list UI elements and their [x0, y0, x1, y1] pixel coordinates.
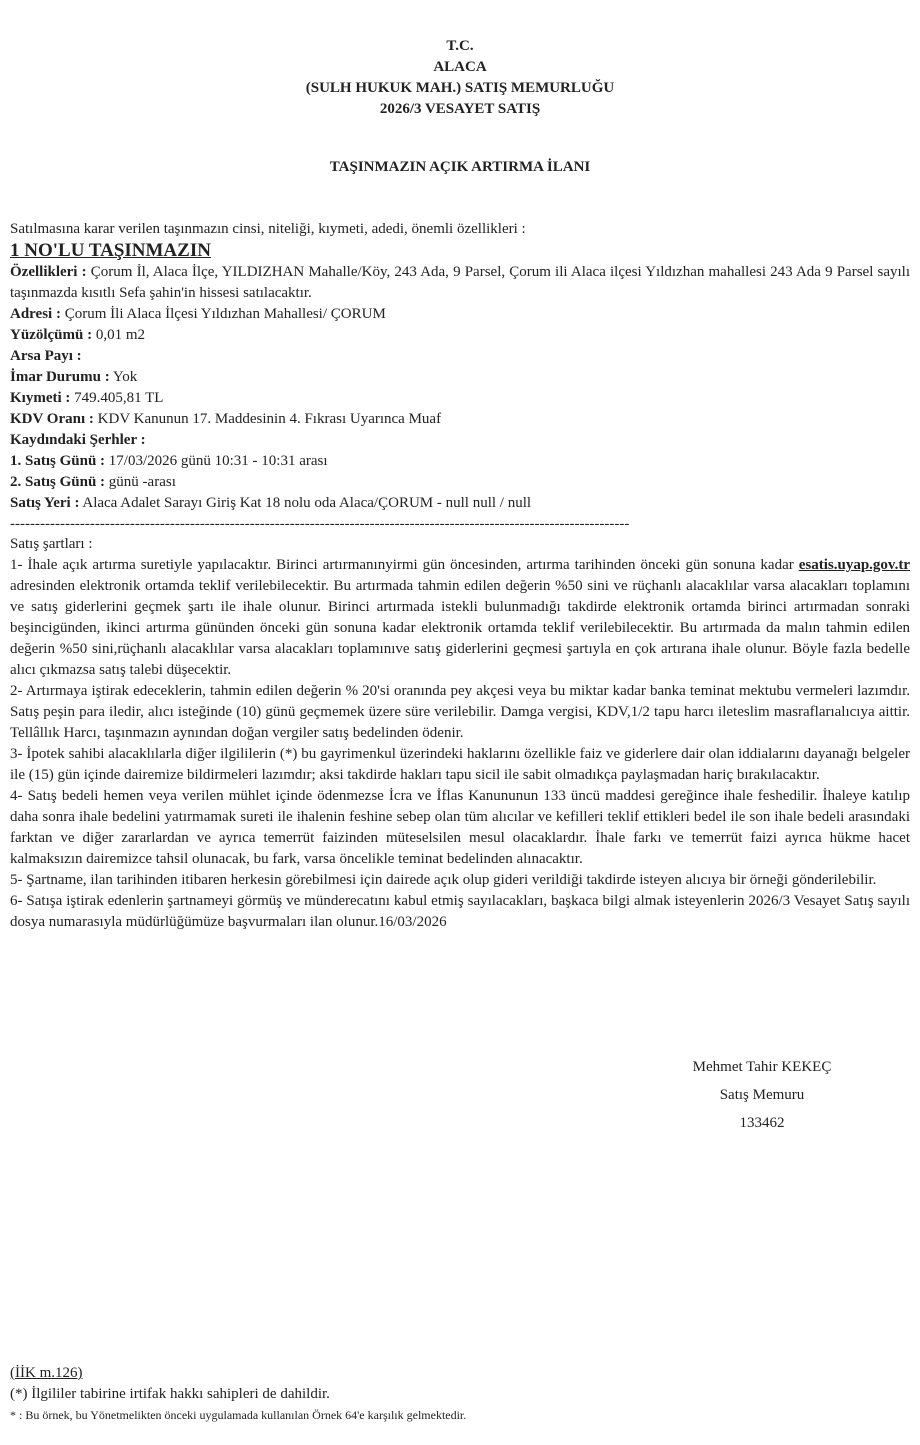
condition-4: 4- Satış bedeli hemen veya verilen mühlet içinde ödenmezse İcra ve İflas Kanununun 133 üncü maddesi gereğince ihale feshedilir. İhaleye katılıp daha sonra ihale bedelini yatırmamak sureti ile ihalenin feshine sebep olan tüm alıcılar ve kefilleri teklif ettikleri bedel ile son ihale bedeli arasındaki farktan ve diğer zararlardan ve ayrıca temerrüt faizinden müteselsilen mesul olacaklardır. İhale farkı ve temerrüt faizi ayrıca hükme hacet kalmaksızın dairemizce tahsil olunacak, bu fark, varsa öncelikle teminat bedelinden alınacaktır. [10, 788, 910, 867]
document-header [10, 36, 910, 120]
signature-id: 133462 [739, 1115, 785, 1131]
esatis-link[interactable]: esatis.uyap.gov.tr [798, 557, 910, 573]
conditions-heading: Satış şartları : [10, 536, 93, 552]
field-adresi [10, 304, 910, 325]
field-label: 1. Satış Günü : [10, 453, 106, 469]
header-line-case: 2026/3 VESAYET SATIŞ [379, 101, 541, 117]
field-value: Çorum İli Alaca İlçesi Yıldızhan Mahallesi/ ÇORUM [60, 306, 386, 322]
field-label: Satış Yeri : [10, 495, 80, 511]
field-satis-yeri [10, 493, 910, 514]
field-imar-durumu [10, 367, 910, 388]
footer-law-reference: (İİK m.126) [10, 1365, 83, 1381]
document-page [10, 0, 910, 1445]
condition-3: 3- İpotek sahibi alacaklılarla diğer ilgililerin (*) bu gayrimenkul üzerindeki haklarını özellikle faiz ve giderlere dair olan iddialarını dayanağı belgeler ile (15) gün içinde dairemize bildirmeleri lazımdır; aksi takdirde hakları tapu sicil ile sabit olmadıkça paylaşmadan hariç bırakılacaktır. [10, 746, 910, 783]
field-label: Yüzölçümü : [10, 327, 93, 343]
field-value: 17/03/2026 günü 10:31 - 10:31 arası [105, 453, 328, 469]
field-value: günü -arası [105, 474, 176, 490]
field-ozellikleri [10, 262, 910, 304]
intro-text: Satılmasına karar verilen taşınmazın cinsi, niteliği, kıymeti, adedi, önemli özellikleri : [10, 221, 526, 237]
document-title: TAŞINMAZIN AÇIK ARTIRMA İLANI [329, 159, 591, 175]
condition-6: 6- Satışa iştirak edenlerin şartnameyi görmüş ve münderecatını kabul etmiş sayılacakları, başkaca bilgi almak isteyenlerin 2026/3 Vesayet Satış sayılı dosya numarasıyla müdürlüğümüze başvurmaları ilan olunur.16/03/2026 [10, 893, 910, 930]
document-footer [10, 1363, 910, 1425]
field-value: 749.405,81 TL [70, 390, 164, 406]
separator-line: ---------------------------------------------------------------------------------------------------------------------------- [10, 516, 630, 532]
field-label: İmar Durumu : [10, 369, 110, 385]
signature-block [662, 1053, 862, 1137]
header-line-office: (SULH HUKUK MAH.) SATIŞ MEMURLUĞU [305, 80, 615, 96]
field-value: Alaca Adalet Sarayı Giriş Kat 18 nolu oda Alaca/ÇORUM - null null / null [79, 495, 532, 511]
header-line-tc: T.C. [446, 38, 474, 54]
condition-1-text-cont: adresinden elektronik ortamda teklif verilebilecektir. Bu artırmada tahmin edilen değerin %50 sini ve rüçhanlı alacaklılar varsa alacakları toplamını ve satış giderlerini geçmek şartı ile ihale olunur. Birinci artırmada istekli bulunmadığı takdirde elektronik ortamda birinci artırmadan sonraki beşincigünden, ikinci artırma gününden önceki gün sonuna kadar elektronik ortamda teklif verilebilecektir. Bu artırmada da malın tahmin edilen değerin %50 sini,rüçhanlı alacaklılar varsa alacakları toplamınıve satış giderlerini geçmesi şartıyla en çok artırana ihale olunur. Böyle fazla bedelle alıcı çıkmazsa satış talebi düşecektir. [10, 578, 910, 678]
field-label: Adresi : [10, 306, 61, 322]
field-label: KDV Oranı : [10, 411, 94, 427]
signature-role: Satış Memuru [719, 1087, 805, 1103]
header-line-city: ALACA [433, 59, 487, 75]
field-yuzolcumu [10, 325, 910, 346]
field-label: Özellikleri : [10, 264, 87, 280]
field-serhler [10, 430, 910, 451]
condition-1 [10, 555, 910, 681]
field-satis-gunu-1 [10, 451, 910, 472]
field-value: KDV Kanunun 17. Maddesinin 4. Fıkrası Uyarınca Muaf [93, 411, 442, 427]
field-value: 0,01 m2 [92, 327, 146, 343]
condition-1-text: 1- İhale açık artırma suretiyle yapılacaktır. Birinci artırmanınyirmi gün öncesinden, artırma tarihinden önceki gün sonuna kadar [10, 557, 799, 573]
document-body [10, 219, 910, 933]
field-label: 2. Satış Günü : [10, 474, 106, 490]
field-label: Kıymeti : [10, 390, 71, 406]
signature-name: Mehmet Tahir KEKEÇ [692, 1059, 832, 1075]
field-label: Arsa Payı : [10, 348, 82, 364]
field-arsa-payi [10, 346, 910, 367]
field-value: Çorum İl, Alaca İlçe, YILDIZHAN Mahalle/Köy, 243 Ada, 9 Parsel, Çorum ili Alaca ilçesi Yıldızhan mahallesi 243 Ada 9 Parsel sayılı taşınmazda kısıtlı Sefa şahin'in hissesi satılacaktır. [10, 264, 910, 301]
condition-2: 2- Artırmaya iştirak edeceklerin, tahmin edilen değerin % 20'si oranında pey akçesi veya bu miktar kadar banka teminat mektubu vermeleri lazımdır. Satış peşin para iledir, alıcı isteğinde (10) günü geçmemek üzere süre verilebilir. Damga vergisi, KDV,1/2 tapu harcı ileteslim masraflarıalıcıya aittir. Tellâllık Harcı, taşınmazın aynından doğan vergiler satış bedelinden ödenir. [10, 683, 910, 741]
field-satis-gunu-2 [10, 472, 910, 493]
field-label: Kaydındaki Şerhler : [10, 432, 146, 448]
field-kdv-orani [10, 409, 910, 430]
field-value: Yok [109, 369, 138, 385]
footer-small-note: * : Bu örnek, bu Yönetmelikten önceki uygulamada kullanılan Örnek 64'e karşılık gelmektedir. [10, 1408, 467, 1422]
condition-5: 5- Şartname, ilan tarihinden itibaren herkesin görebilmesi için dairede açık olup gideri verildiği takdirde isteyen alıcıya bir örneği gönderilebilir. [10, 872, 877, 888]
field-kiymeti [10, 388, 910, 409]
footer-note: (*) İlgililer tabirine irtifak hakkı sahipleri de dahildir. [10, 1386, 330, 1402]
property-title: 1 NO'LU TAŞINMAZIN [10, 240, 211, 261]
